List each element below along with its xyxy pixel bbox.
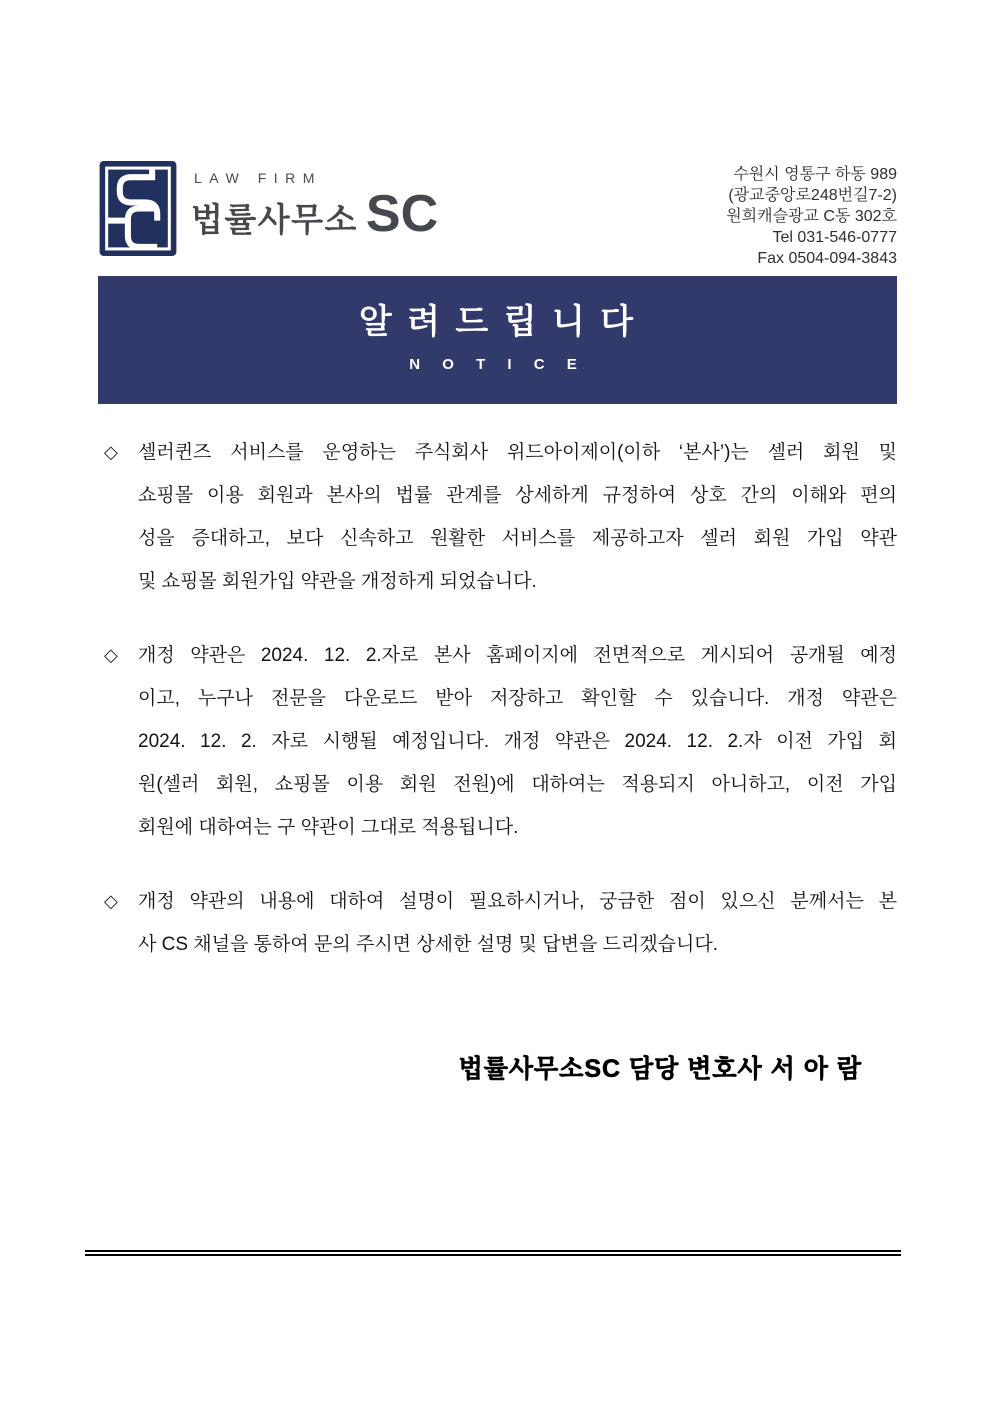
bottom-double-rule (85, 1250, 901, 1256)
paragraph-line: 회원에 대하여는 구 약관이 그대로 적용됩니다. (138, 817, 519, 838)
paragraph-line: 및 쇼핑몰 회원가입 약관을 개정하게 되었습니다. (138, 571, 537, 592)
firm-name-kr: 법률사무소 (191, 201, 358, 238)
paragraph-line: 개정 약관은 2024. 12. 2.자로 본사 홈페이지에 전면적으로 게시되어 공개될 예정 (138, 645, 897, 666)
logo-text (191, 160, 439, 243)
diamond-bullet-icon: ◇ (104, 645, 118, 665)
paragraph-line: 이고, 누구나 전문을 다운로드 받아 저장하고 확인할 수 있습니다. 개정 약관은 (138, 688, 897, 709)
notice-body (104, 431, 897, 997)
paragraph-line: 사 CS 채널을 통하여 문의 주시면 상세한 설명 및 답변을 드리겠습니다. (138, 934, 719, 955)
paragraph-line: 쇼핑몰 이용 회원과 본사의 법률 관계를 상세하게 규정하여 상호 간의 이해와 편의 (138, 485, 897, 506)
contact-address-line: (광교중앙로248번길7-2) (728, 187, 897, 204)
law-firm-label: LAW FIRM (194, 170, 322, 186)
signature-line: 법률사무소SC 담당 변호사 서 아 람 (458, 1055, 862, 1083)
contact-address-line: 원희캐슬광교 C동 302호 (726, 208, 897, 225)
diamond-bullet-icon: ◇ (104, 442, 118, 462)
notice-paragraph (104, 431, 897, 603)
contact-tel-line: Tel 031-546-0777 (772, 229, 897, 246)
notice-title: 알 려 드 립 니 다 (358, 303, 637, 341)
notice-paragraph (104, 634, 897, 849)
law-firm-logo (98, 160, 438, 257)
contact-fax-line: Fax 0504-094-3843 (757, 250, 897, 267)
paragraph-line: 셀러퀸즈 서비스를 운영하는 주식회사 위드아이제이(이하 ‘본사’)는 셀러 회원 및 (138, 442, 897, 463)
notice-paragraph (104, 880, 897, 966)
paragraph-line: 개정 약관의 내용에 대하여 설명이 필요하시거나, 궁금한 점이 있으신 분께서는 본 (138, 891, 897, 912)
paragraph-line: 2024. 12. 2. 자로 시행될 예정입니다. 개정 약관은 2024. 12. 2.자 이전 가입 회 (138, 731, 897, 752)
sc-monogram-icon (98, 160, 178, 257)
notice-banner (98, 276, 897, 404)
firm-name-en: SC (365, 185, 439, 243)
contact-address-line: 수원시 영통구 하동 989 (733, 166, 897, 183)
paragraph-line: 원(셀러 회원, 쇼핑몰 이용 회원 전원)에 대하여는 적용되지 아니하고, 이전 가입 (138, 774, 897, 795)
paragraph-line: 성을 증대하고, 보다 신속하고 원활한 서비스를 제공하고자 셀러 회원 가입 약관 (138, 528, 897, 549)
contact-block (726, 160, 897, 269)
document-header (98, 160, 897, 269)
notice-subtitle: N O T I C E (409, 356, 586, 373)
diamond-bullet-icon: ◇ (104, 891, 118, 911)
